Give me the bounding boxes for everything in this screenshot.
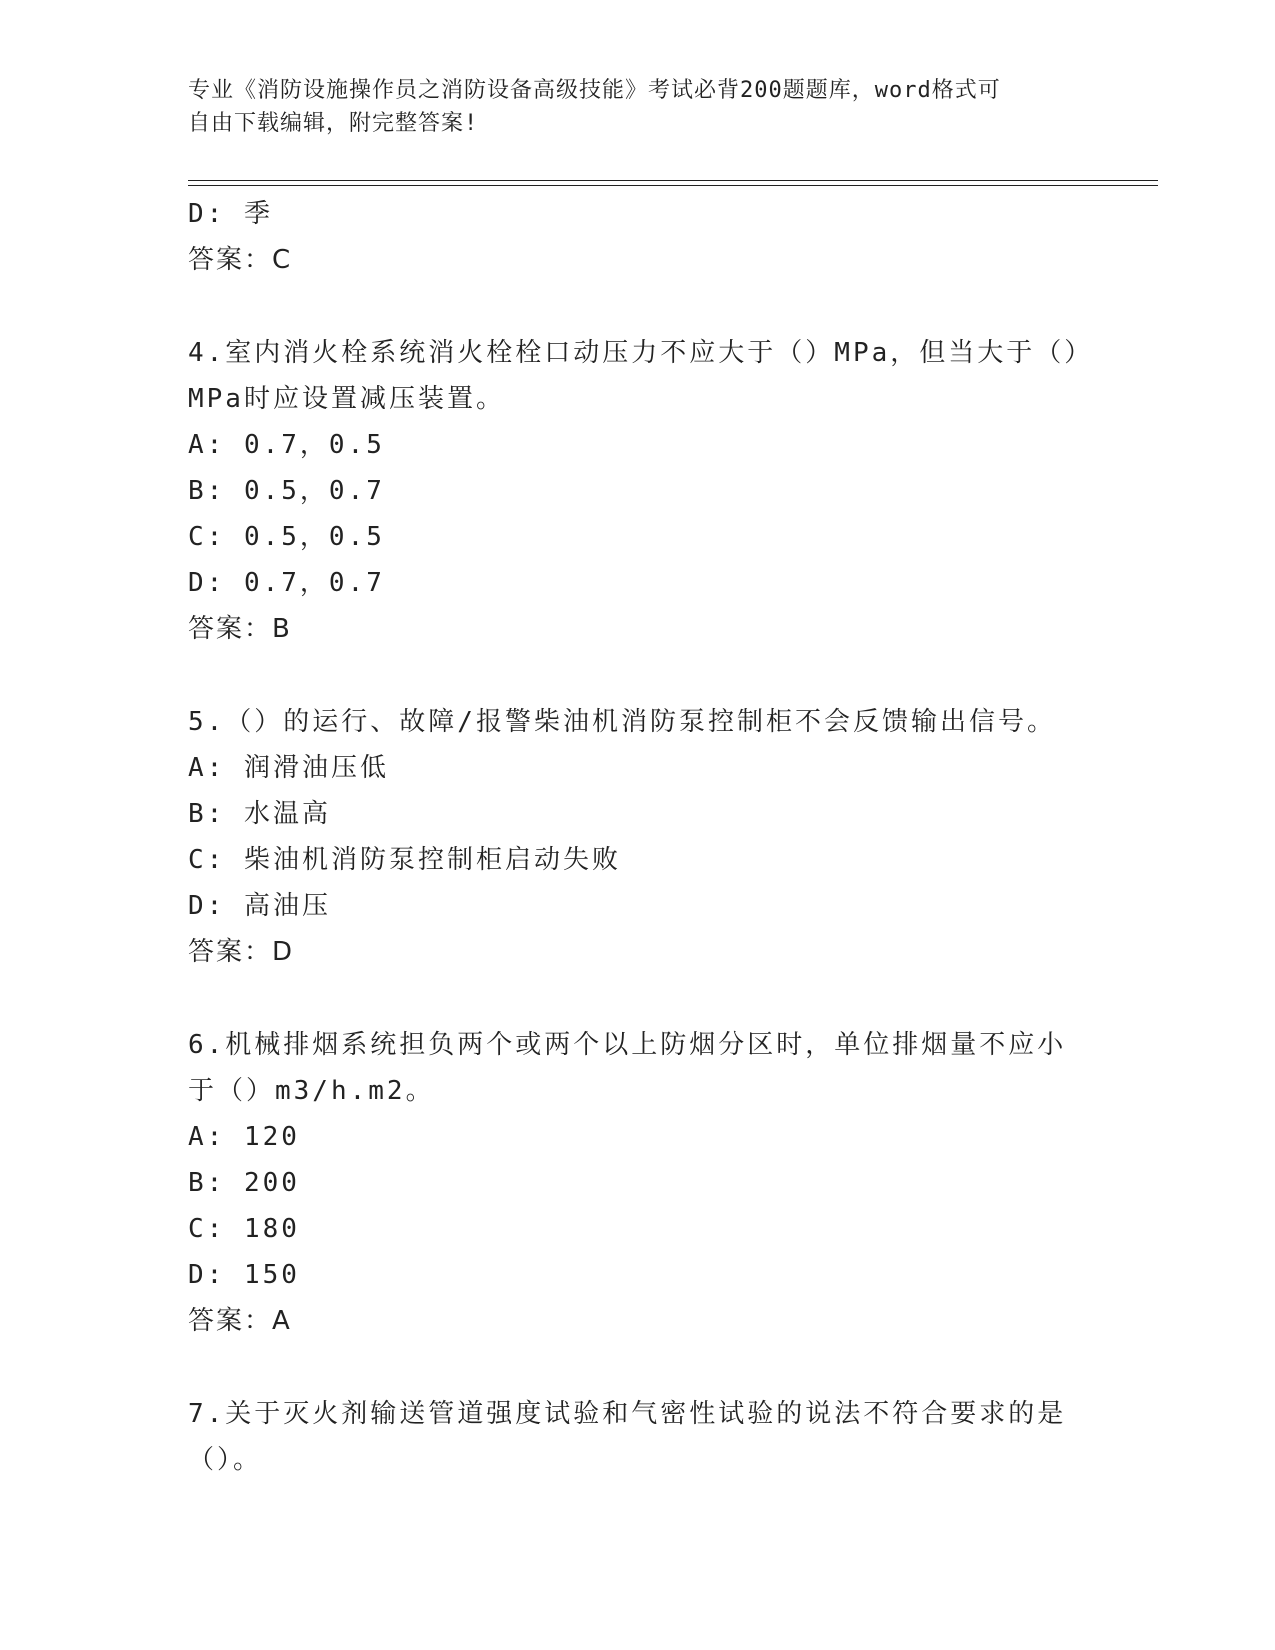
option-c: C: 0.5，0.5 xyxy=(188,522,385,552)
question-list xyxy=(188,191,1094,1483)
header-line-1: 专业《消防设施操作员之消防设备高级技能》考试必背200题题库，word格式可 xyxy=(188,78,1001,103)
option-a: A: 0.7，0.5 xyxy=(188,430,385,460)
header-divider-bottom xyxy=(188,185,1158,186)
carryover-question xyxy=(188,191,1068,283)
option-b: B: 0.5，0.7 xyxy=(188,476,385,506)
option-a: A: 120 xyxy=(188,1122,300,1152)
question-stem: 6.机械排烟系统担负两个或两个以上防烟分区时，单位排烟量不应小 xyxy=(188,1030,1067,1060)
answer-line: 答案：A xyxy=(188,1306,292,1336)
option-c: C: 柴油机消防泵控制柜启动失败 xyxy=(188,845,621,875)
document-header xyxy=(188,74,1068,140)
question-stem: 5.（）的运行、故障/报警柴油机消防泵控制柜不会反馈输出信号。 xyxy=(188,707,1056,737)
answer-line: 答案：B xyxy=(188,614,292,644)
option-d: D: 高油压 xyxy=(188,891,331,921)
option-a: A: 润滑油压低 xyxy=(188,753,389,783)
header-divider-top xyxy=(188,180,1158,181)
option-c: C: 180 xyxy=(188,1214,300,1244)
question-stem: 4.室内消火栓系统消火栓栓口动压力不应大于（）MPa，但当大于（） xyxy=(188,338,1094,368)
header-line-2: 自由下载编辑，附完整答案! xyxy=(188,111,479,136)
option-d: D: 季 xyxy=(188,199,273,229)
option-b: B: 200 xyxy=(188,1168,300,1198)
answer-line: 答案：D xyxy=(188,937,295,967)
answer-line: 答案：C xyxy=(188,245,293,275)
option-d: D: 150 xyxy=(188,1260,300,1290)
option-b: B: 水温高 xyxy=(188,799,331,829)
question-stem: 7.关于灭火剂输送管道强度试验和气密性试验的说法不符合要求的是 xyxy=(188,1399,1067,1429)
question-stem-continued: 于（）m3/h.m2。 xyxy=(188,1076,435,1106)
question-stem-continued: （）。 xyxy=(188,1445,263,1475)
question-7 xyxy=(188,1391,1068,1483)
question-6 xyxy=(188,1022,1068,1344)
question-4 xyxy=(188,330,1094,652)
option-d: D: 0.7，0.7 xyxy=(188,568,385,598)
question-5 xyxy=(188,699,1068,975)
question-stem-continued: MPa时应设置减压装置。 xyxy=(188,384,505,414)
